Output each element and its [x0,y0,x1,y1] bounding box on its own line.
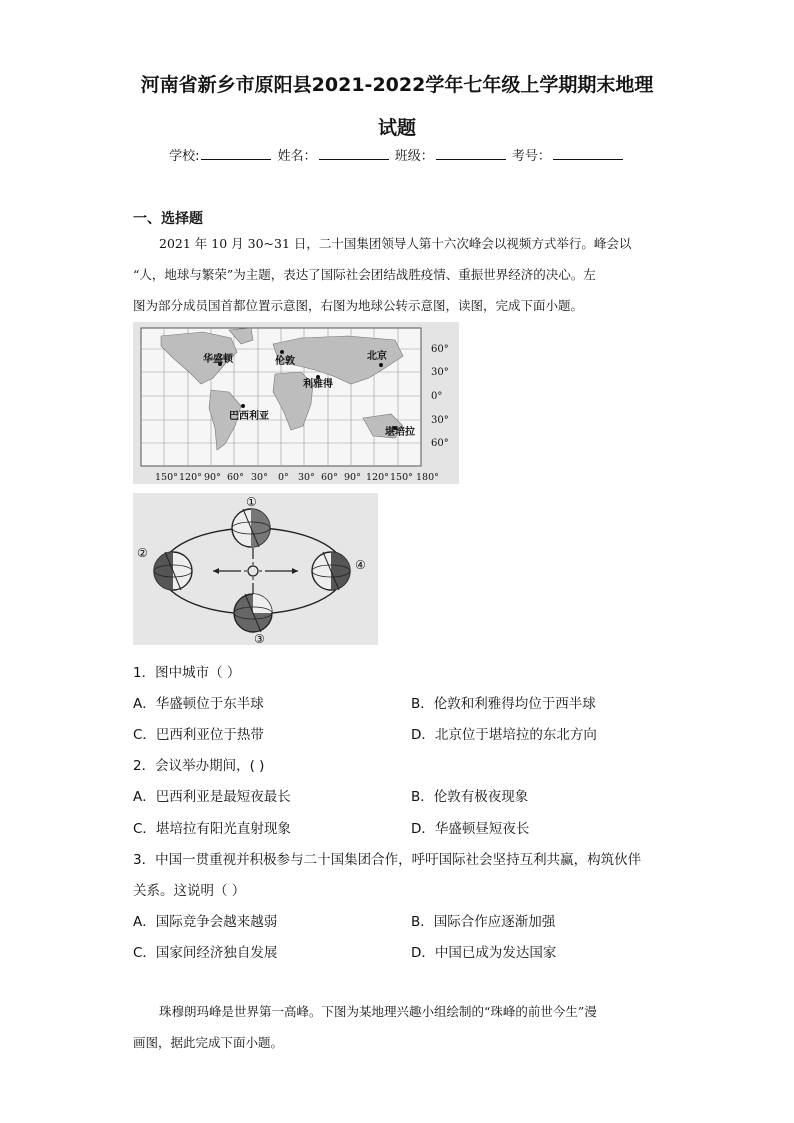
earth-position-1 [232,509,270,547]
lon-label: 60° [321,472,338,483]
earth-position-4 [312,552,350,590]
question-1-option-a[interactable]: A．华盛顿位于东半球 [133,696,264,712]
question-1-option-c[interactable]: C．巴西利亚位于热带 [133,727,264,743]
lon-label: 90° [344,472,361,483]
lon-label: 90° [204,472,221,483]
name-blank[interactable] [319,147,389,160]
question-1-option-b[interactable]: B．伦敦和利雅得均位于西半球 [411,696,596,712]
id-label: 考号： [511,149,551,164]
question-1-stem: 1．图中城市（ ） [133,665,241,681]
question-3-stem-line2: 关系。这说明（ ） [133,883,246,899]
city-label-brasilia: 巴西利亚 [229,411,269,422]
question-3-stem: 3．中国一贯重视并积极参与二十国集团合作，呼吁国际社会坚持互利共赢，构筑伙伴 [133,852,642,868]
class-label: 班级： [394,149,434,164]
question-3-option-b[interactable]: B．国际合作应逐渐加强 [411,914,556,930]
question-2-stem: 2．会议举办期间，( ) [133,758,265,774]
earth-position-3 [234,594,272,632]
student-info-row [0,145,794,164]
lat-label: 60° [431,344,449,355]
lon-label: 120° [366,472,389,483]
city-label-canberra: 堪培拉 [385,427,415,438]
lon-label: 0° [278,472,289,483]
london-dot [280,350,284,354]
city-label-riyadh: 利雅得 [303,379,333,390]
lon-label: 150° [390,472,413,483]
lon-label: 30° [251,472,268,483]
intro-paragraph-2 [133,996,661,1058]
lat-label: 30° [431,415,449,426]
question-2-option-a[interactable]: A．巴西利亚是最短夜最长 [133,789,291,805]
class-blank[interactable] [436,147,506,160]
lon-label: 180° [416,472,439,483]
earth-revolution-diagram [133,493,378,645]
brasilia-dot [241,404,245,408]
lat-label: 30° [431,367,449,378]
exam-title-line2: 试题 [377,117,416,139]
beijing-dot [379,363,383,367]
lat-label: 0° [431,391,443,402]
school-blank[interactable] [201,147,271,160]
position-label-1: ① [246,495,257,509]
city-label-washington: 华盛顿 [203,354,233,365]
question-3-option-c[interactable]: C．国家间经济独自发展 [133,945,278,961]
question-1-option-d[interactable]: D．北京位于堪培拉的东北方向 [411,727,597,743]
name-label: 姓名： [277,149,317,164]
intro-paragraph [133,228,661,321]
intro-line: “人，地球与繁荣”为主题，表达了国际社会团结战胜疫情、重振世界经济的决心。左 [133,267,596,282]
intro2-line: 画图，据此完成下面小题。 [133,1035,284,1050]
section-title: 一、选择题 [133,211,203,227]
question-2-option-b[interactable]: B．伦敦有极夜现象 [411,789,529,805]
question-3-option-d[interactable]: D．中国已成为发达国家 [411,945,557,961]
world-capitals-map [133,322,459,484]
exam-title: 河南省新乡市原阳县2021-2022学年七年级上学期期末地理 [140,74,654,96]
question-2-option-d[interactable]: D．华盛顿昼短夜长 [411,821,530,837]
lon-label: 150° [155,472,178,483]
city-label-london: 伦敦 [275,356,295,367]
question-2-option-c[interactable]: C．堪培拉有阳光直射现象 [133,821,291,837]
lon-label: 60° [227,472,244,483]
lon-label: 30° [298,472,315,483]
lon-label: 120° [179,472,202,483]
intro2-line: 珠穆朗玛峰是世界第一高峰。下图为某地理兴趣小组绘制的“珠峰的前世今生”漫 [159,1004,597,1019]
intro-line: 2021 年 10 月 30~31 日，二十国集团领导人第十六次峰会以视频方式举行。峰会以 [159,236,632,251]
city-label-beijing: 北京 [367,351,387,362]
position-label-4: ④ [355,558,366,572]
intro-line: 图为部分成员国首都位置示意图，右图为地球公转示意图，读图，完成下面小题。 [133,298,584,313]
id-blank[interactable] [553,147,623,160]
lat-label: 60° [431,438,449,449]
position-label-2: ② [137,546,148,560]
earth-position-2 [154,552,192,590]
position-label-3: ③ [254,632,265,645]
question-3-option-a[interactable]: A．国际竞争会越来越弱 [133,914,278,930]
school-label: 学校: [169,149,200,164]
